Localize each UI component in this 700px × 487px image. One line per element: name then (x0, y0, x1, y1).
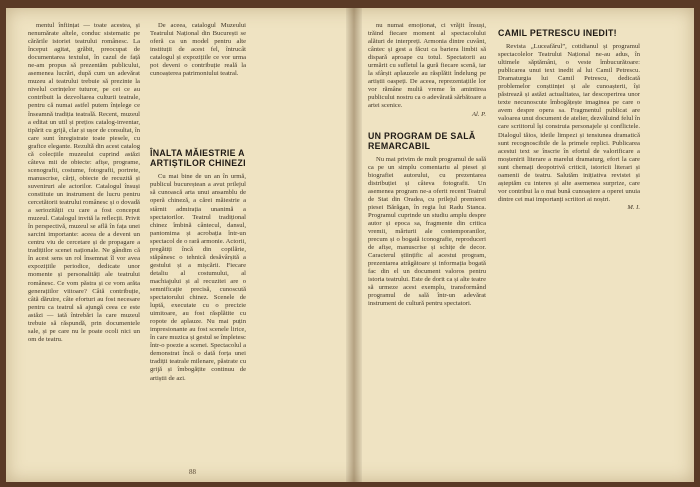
left-column-1 (28, 22, 140, 462)
body-text: mentul înființat — toate acestea, și nenumărate altele, conduc sistematic pe cărările istoriei teatrului românesc. La început agitat, grăbit, preocupat de documentarea textului, în cazul de față ne-am propus să prezentăm publicului, asemenea lucrări, după cum un adevărat muzeu al teatrului trebuie să prezinte la nivelul cerințelor tuturor, pe cei ce au contribuit la dezvoltarea culturii teatrale, pentru că numai astfel putem înțelege ce înseamnă tradiția teatrală. Recent, muzeul a editat un util și prețios catalog-inventar, tipărit cu grijă, clar și ușor de consultat, în care sunt înregistrate toate piesele, cu grafice elegante. Rezultă din acest catalog că colecțiile muzeului cuprind astăzi câteva mii de obiecte: afișe, programe, scenografii, costume, fotografii, portrete, manuscrise, cărți, obiecte de recuzită și suveniruri ale actorilor. Catalogul însuși constituie un instrument de lucru pentru cercetătorii teatrului românesc și o dovadă a seriozității cu care a fost conceput muzeul. Catalogul invită la reflecții. Privit în perspectivă, muzeul se află în fața unei sarcini importante: aceea de a deveni un centru viu de cercetare și de propagare a tradițiilor scenei naționale. Ne gândim că în acest sens un rol însemnat îl vor avea expozițiile periodice, dedicate unor momente și personalități ale teatrului românesc. Ce vom păstra și ce vom arăta generațiilor viitoare? Câtă contribuție, câtă dăruire, câte eforturi au fost necesare pentru ca teatrul să ajungă ceea ce este astăzi — iată întrebări la care muzeul trebuie să răspundă, prin documentele sale, și pe care nu le poate ocoli nici un om de teatru. (28, 22, 140, 343)
article-heading-program: UN PROGRAM DE SALĂ REMARCABIL (368, 130, 476, 151)
author-signature: Al. P. (472, 110, 486, 118)
body-text: De aceea, catalogul Muzeului Teatrului Național din București se oferă ca un model pentru alte instituții de acest fel, întrucât catalogul și expozițiile ce vor urma pot deveni o contribuție reală la cunoașterea patrimoniului teatral. (150, 22, 246, 78)
author-signature: M. I. (627, 203, 640, 211)
body-text: Cu mai bine de un an în urmă, publicul bucureștean a avut prilejul să cunoască arta unui ansamblu de operă chineză, a cărei măiestrie a stârnit admirația unanimă a spectatorilor. Teatrul tradițional chinez îmbină cântecul, dansul, pantomima și acrobația într-un spectacol de o rară armonie. Actorii, pregătiți încă din copilărie, stăpânesc o tehnică desăvârșită a gestului și a mișcării. Fiecare detaliu al costumului, al machiajului și al recuzitei are o semnificație precisă, cunoscută spectatorului chinez. Scenele de luptă, executate cu o precizie uimitoare, au fost răsplătite cu ropote de aplauze. Nu mai puțin impresionante au fost scenele lirice, în care muzica și gestul se împletesc într-o poezie a scenei. Spectacolul a demonstrat încă o dată forța unei tradiții teatrale milenare, păstrate cu grijă și îmbogățite continuu de artiștii de azi. (150, 173, 246, 382)
column-space (150, 78, 246, 142)
article-heading-chinese-artists: ÎNALTA MĂIESTRIE A ARTIȘTILOR CHINEZI (150, 148, 246, 169)
left-page (28, 22, 346, 472)
body-text: nu numai emoționat, ci vrăjit însuși, trăind fiecare moment al spectacolului alături de interpreți. Armonia dintre cuvânt, cântec și gest a făcut ca bariera limbii să dispară aproape cu totul. Spectatorii au urmărit cu sufletul la gură fiecare scenă, iar la sfârșit aplauzele au răsplătit îndelung pe artiștii oaspeți. De aceea, reprezentațiile lor vor rămâne multă vreme în amintirea publicului nostru ca o adevărată sărbătoare a artei scenice. (368, 22, 486, 110)
body-text: Revista „Luceafărul”, cotidianul și programul spectacolelor Teatrului Național ne-au adus, în ultimele săptămâni, o veste îmbucurătoare: publicarea unui text inedit al lui Camil Petrescu. Dramaturgia lui Camil Petrescu, dedicată problemelor conștiinței și ale cunoașterii, își păstrează și astăzi actualitatea, iar descoperirea unor texte necunoscute îmbogățește imaginea pe care o avem despre opera sa. Fragmentul publicat are valoarea unui document de atelier, dezvăluind felul în care scriitorul își construia personajele și conflictele. Dialogul tăios, ideile limpezi și tensiunea dramatică sunt recognoscibile de la primele replici. Publicarea acestui text se înscrie în efortul de valorificare a moștenirii literare a marelui dramaturg, efort la care sunt chemați deopotrivă criticii, istoricii literari și oamenii de teatru. Salutăm inițiativa revistei și așteptăm cu interes și alte asemenea surprize, care vor contribui la o mai bună cunoaștere a operei unuia dintre cei mai importanți scriitori ai noștri. (498, 43, 640, 203)
right-column-1 (368, 22, 486, 462)
right-column-2 (498, 22, 640, 462)
magazine-spread (6, 8, 694, 482)
body-text: Nu mai privim de mult programul de sală ca pe un simplu comentariu al piesei și biografiei autorului, cu prezentarea distribuției și câteva fotografii. Un asemenea program ne-a oferit recent Teatrul de Stat din Oradea, cu prilejul premierei piesei Bărăgan, în regia lui Radu Stanca. Programul cuprinde un studiu amplu despre autor și epoca sa, fragmente din critica vremii, mărturii ale contemporanilor, precum și o bogată iconografie, reproduceri de afișe, manuscrise și schițe de decor. Caracterul științific al acestui program, prezentarea atrăgătoare și informația bogată fac din el un document valoros pentru istoria teatrului. Este de dorit ca și alte teatre să urmeze acest exemplu, transformând programul de sală într-un adevărat instrument de cultură pentru spectatori. (368, 155, 486, 308)
left-column-2 (150, 22, 246, 462)
column-space (368, 119, 486, 125)
page-number: 88 (189, 468, 196, 476)
article-heading-camil-petrescu: CAMIL PETRESCU INEDIT! (498, 28, 617, 38)
right-page (368, 22, 686, 472)
book-gutter (346, 8, 362, 482)
